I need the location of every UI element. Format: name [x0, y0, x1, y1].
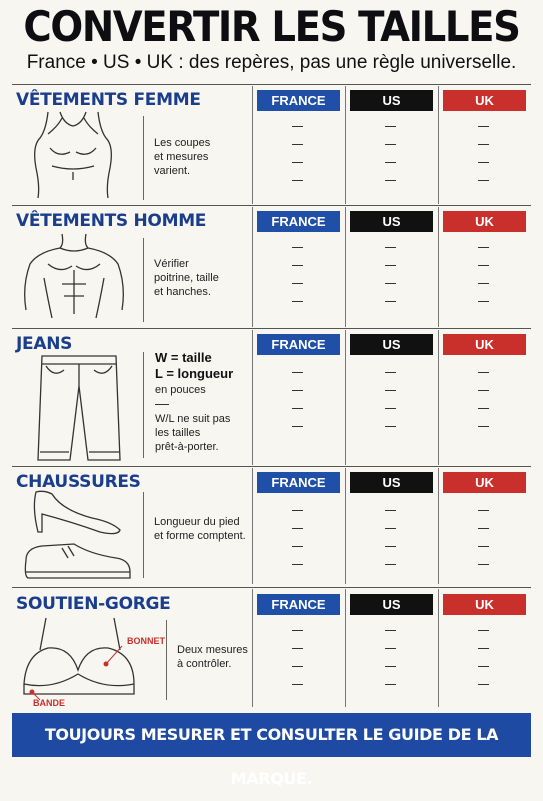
section-divider — [12, 466, 531, 467]
empty-cell-dash — [385, 126, 396, 127]
empty-cell-dash — [478, 390, 489, 391]
column-divider — [252, 589, 253, 707]
empty-cell-dash — [292, 247, 303, 248]
column-divider — [438, 207, 439, 327]
section-title-homme: VÊTEMENTS HOMME — [16, 211, 207, 231]
desc-divider — [143, 352, 144, 458]
empty-cell-dash — [292, 180, 303, 181]
empty-cell-dash — [478, 546, 489, 547]
column-divider — [438, 330, 439, 465]
desc-divider — [143, 238, 144, 322]
col-header-uk: UK — [443, 334, 526, 355]
empty-cell-dash — [292, 144, 303, 145]
col-header-france: FRANCE — [257, 594, 340, 615]
empty-cell-dash — [478, 265, 489, 266]
empty-cell-dash — [292, 283, 303, 284]
col-header-us: US — [350, 211, 433, 232]
empty-cell-dash — [292, 666, 303, 667]
section-desc-chaussures: Longueur du pied et forme comptent. — [154, 516, 246, 542]
empty-cell-dash — [478, 564, 489, 565]
empty-cell-dash — [385, 684, 396, 685]
empty-cell-dash — [385, 301, 396, 302]
shoes-icon — [22, 488, 134, 584]
section-desc-jeans-bold: W = taille L = longueur — [155, 350, 234, 381]
empty-cell-dash — [478, 408, 489, 409]
empty-cell-dash — [385, 390, 396, 391]
empty-cell-dash — [385, 162, 396, 163]
empty-cell-dash — [292, 301, 303, 302]
col-header-france: FRANCE — [257, 211, 340, 232]
empty-cell-dash — [385, 283, 396, 284]
section-divider — [12, 587, 531, 588]
empty-cell-dash — [478, 666, 489, 667]
col-header-france: FRANCE — [257, 334, 340, 355]
col-header-uk: UK — [443, 472, 526, 493]
empty-cell-dash — [385, 426, 396, 427]
column-divider — [345, 468, 346, 584]
empty-cell-dash — [478, 144, 489, 145]
empty-cell-dash — [385, 648, 396, 649]
empty-cell-dash — [292, 426, 303, 427]
col-header-uk: UK — [443, 211, 526, 232]
empty-cell-dash — [292, 265, 303, 266]
col-header-france: FRANCE — [257, 472, 340, 493]
empty-cell-dash — [385, 265, 396, 266]
empty-cell-dash — [385, 564, 396, 565]
empty-cell-dash — [385, 408, 396, 409]
page-title: CONVERTIR LES TAILLES — [23, 2, 520, 51]
empty-cell-dash — [478, 301, 489, 302]
empty-cell-dash — [292, 126, 303, 127]
empty-cell-dash — [385, 144, 396, 145]
bra-icon — [18, 614, 142, 706]
empty-cell-dash — [292, 510, 303, 511]
empty-cell-dash — [478, 247, 489, 248]
col-header-uk: UK — [443, 594, 526, 615]
man-torso-icon — [14, 230, 134, 322]
column-divider — [252, 330, 253, 465]
empty-cell-dash — [292, 162, 303, 163]
desc-divider — [166, 620, 167, 700]
section-desc-jeans: en pouces — [155, 384, 206, 396]
section-desc-femme: Les coupes et mesures varient. — [154, 137, 211, 177]
empty-cell-dash — [478, 528, 489, 529]
col-header-us: US — [350, 90, 433, 111]
column-divider — [252, 86, 253, 204]
column-divider — [252, 207, 253, 327]
section-title-chaussures: CHAUSSURES — [16, 472, 141, 492]
section-desc-jeans-note: W/L ne suit pas les tailles prêt-à-porter. — [155, 413, 231, 453]
empty-cell-dash — [385, 372, 396, 373]
empty-cell-dash — [478, 648, 489, 649]
empty-cell-dash — [385, 666, 396, 667]
empty-cell-dash — [478, 510, 489, 511]
column-divider — [252, 468, 253, 584]
col-header-france: FRANCE — [257, 90, 340, 111]
section-title-femme: VÊTEMENTS FEMME — [16, 90, 201, 110]
page-subtitle: France • US • UK : des repères, pas une règle universelle. — [26, 52, 517, 73]
empty-cell-dash — [478, 283, 489, 284]
column-divider — [345, 330, 346, 465]
section-title-jeans: JEANS — [16, 334, 73, 354]
section-desc-homme: Vérifier poitrine, taille et hanches. — [154, 258, 219, 298]
col-header-us: US — [350, 472, 433, 493]
empty-cell-dash — [385, 546, 396, 547]
empty-cell-dash — [292, 546, 303, 547]
jeans-icon — [36, 352, 122, 462]
column-divider — [438, 589, 439, 707]
empty-cell-dash — [385, 180, 396, 181]
col-header-us: US — [350, 594, 433, 615]
empty-cell-dash — [478, 126, 489, 127]
empty-cell-dash — [478, 180, 489, 181]
empty-cell-dash — [478, 630, 489, 631]
empty-cell-dash — [478, 684, 489, 685]
empty-cell-dash — [292, 684, 303, 685]
col-header-us: US — [350, 334, 433, 355]
woman-torso-icon — [18, 108, 128, 200]
short-rule — [155, 404, 169, 405]
footer-banner: TOUJOURS MESURER ET CONSULTER LE GUIDE DE LA MARQUE. — [12, 713, 531, 757]
empty-cell-dash — [292, 528, 303, 529]
column-divider — [345, 589, 346, 707]
section-divider — [12, 84, 531, 85]
col-header-uk: UK — [443, 90, 526, 111]
empty-cell-dash — [292, 648, 303, 649]
empty-cell-dash — [292, 630, 303, 631]
empty-cell-dash — [385, 528, 396, 529]
empty-cell-dash — [292, 390, 303, 391]
desc-divider — [143, 116, 144, 200]
desc-divider — [143, 492, 144, 578]
empty-cell-dash — [478, 372, 489, 373]
empty-cell-dash — [292, 372, 303, 373]
column-divider — [345, 207, 346, 327]
section-divider — [12, 205, 531, 206]
empty-cell-dash — [292, 564, 303, 565]
empty-cell-dash — [385, 247, 396, 248]
section-divider — [12, 328, 531, 329]
empty-cell-dash — [478, 426, 489, 427]
column-divider — [438, 468, 439, 584]
section-title-soutien-gorge: SOUTIEN-GORGE — [16, 594, 171, 614]
empty-cell-dash — [385, 510, 396, 511]
section-desc-soutien-gorge: Deux mesures à contrôler. — [177, 644, 248, 670]
column-divider — [438, 86, 439, 204]
empty-cell-dash — [478, 162, 489, 163]
column-divider — [345, 86, 346, 204]
label-bonnet: BONNET — [127, 636, 165, 646]
empty-cell-dash — [385, 630, 396, 631]
label-bande: BANDE — [33, 698, 66, 708]
empty-cell-dash — [292, 408, 303, 409]
